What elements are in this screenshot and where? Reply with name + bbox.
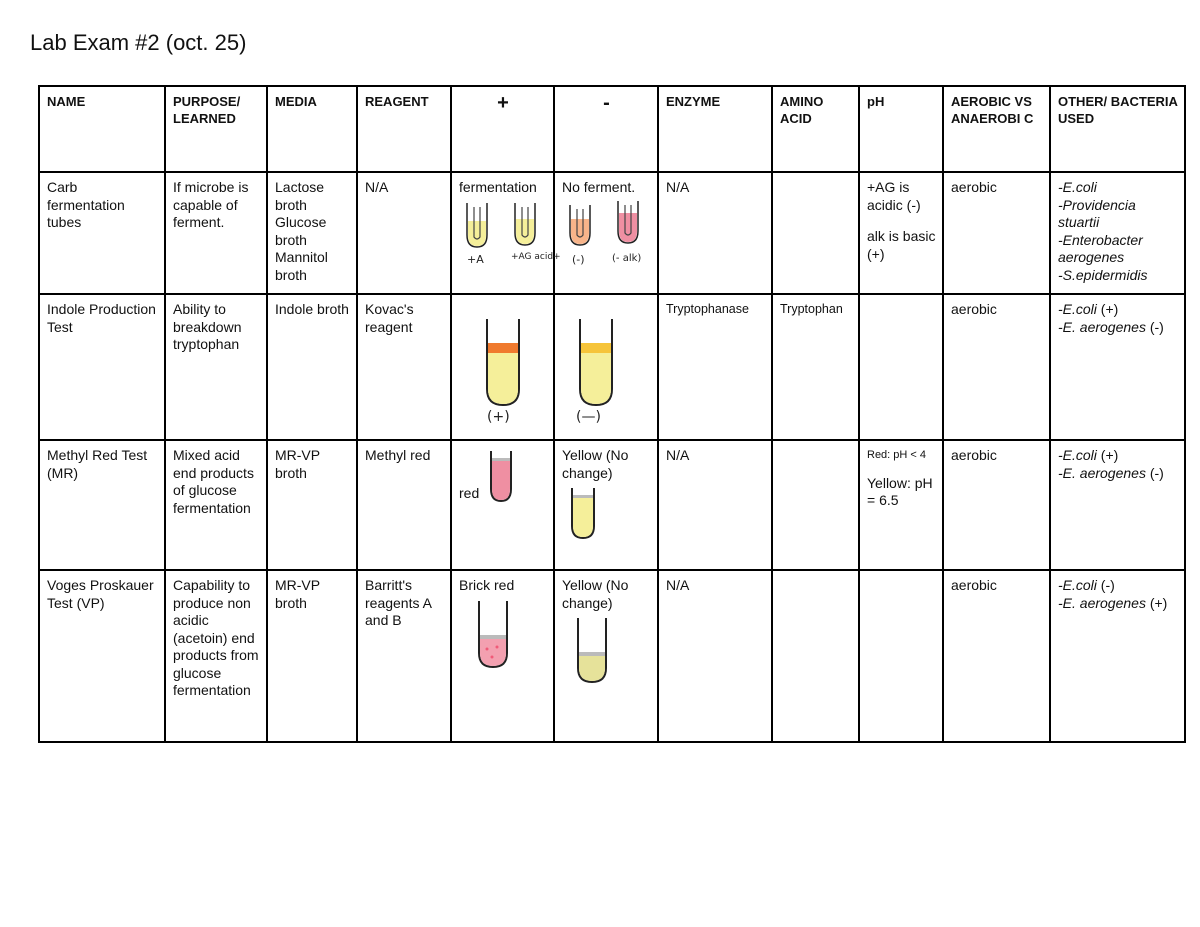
indole-negative-label: (—) [576, 409, 601, 425]
bacteria-result: (-) [1145, 318, 1164, 335]
carb-positive-label-ag: +AG acid+ [511, 251, 561, 262]
header-enzyme: ENZYME [658, 86, 772, 172]
vp-negative-tube-illustration [562, 612, 654, 692]
cell-positive [451, 440, 554, 570]
header-row [39, 86, 1185, 172]
cell-purpose: Mixed acid end products of glucose fermentation [165, 440, 267, 570]
cell-amino-acid: Tryptophan [772, 294, 859, 440]
cell-bacteria [1050, 570, 1185, 742]
ph-line-1: Red: pH < 4 [867, 449, 927, 461]
cell-reagent: Methyl red [357, 440, 451, 570]
ph-line-2: alk is basic (+) [867, 228, 936, 262]
lab-table [38, 85, 1186, 743]
bacteria-item [1058, 447, 1178, 465]
cell-aerobic: aerobic [943, 570, 1050, 742]
negative-text: Yellow (No change) [562, 447, 629, 481]
cell-amino-acid [772, 570, 859, 742]
bacteria-item: -Enterobacter aerogenes [1058, 231, 1143, 265]
bacteria-name: -E.coli [1058, 447, 1097, 463]
cell-negative [554, 570, 658, 742]
carb-negative-tubes-illustration [562, 197, 654, 277]
cell-media: Indole broth [267, 294, 357, 440]
cell-name: Voges Proskauer Test (VP) [39, 570, 165, 742]
bacteria-result: (-) [1096, 577, 1115, 593]
cell-positive [451, 172, 561, 294]
cell-media: MR-VP broth [267, 570, 357, 742]
ph-line-2: Yellow: pH = 6.5 [867, 474, 933, 508]
negative-text: Yellow (No change) [562, 577, 629, 611]
header-reagent: REAGENT [357, 86, 451, 172]
indole-positive-tube-illustration [459, 301, 551, 423]
positive-text: fermentation [459, 179, 537, 195]
header-name: NAME [39, 86, 165, 172]
table-row [39, 294, 1185, 440]
cell-name: Indole Production Test [39, 294, 165, 440]
cell-reagent: N/A [357, 172, 451, 294]
cell-name: Carb fermentation tubes [39, 172, 165, 294]
ph-line-1: +AG is acidic (-) [867, 179, 921, 213]
cell-ph [859, 172, 943, 294]
header-aerobic: AEROBIC VS ANAEROBI C [943, 86, 1050, 172]
bacteria-result: (+) [1096, 301, 1119, 317]
bacteria-result: (+) [1096, 447, 1119, 463]
bacteria-item: -Providencia stuartii [1058, 196, 1136, 230]
indole-positive-label: (+) [487, 409, 510, 425]
header-amino-acid: AMINO ACID [772, 86, 859, 172]
header-media: MEDIA [267, 86, 357, 172]
cell-positive [451, 570, 554, 742]
cell-ph [859, 570, 943, 742]
bacteria-name: -E.coli [1058, 301, 1097, 317]
cell-amino-acid [772, 172, 859, 294]
cell-enzyme: N/A [658, 570, 772, 742]
bacteria-name: -E. aerogenes [1058, 464, 1146, 481]
cell-reagent: Barritt's reagents A and B [357, 570, 451, 742]
cell-media: Lactose broth Glucose broth Mannitol broth [267, 172, 357, 294]
bacteria-item [1058, 595, 1178, 613]
carb-negative-label: (-) [572, 252, 585, 266]
header-other: OTHER/ BACTERIA USED [1050, 86, 1185, 172]
cell-aerobic: aerobic [943, 294, 1050, 440]
bacteria-item [1058, 319, 1178, 337]
negative-text: No ferment. [562, 179, 636, 195]
bacteria-item [1058, 577, 1178, 595]
cell-purpose: Ability to breakdown tryptophan [165, 294, 267, 440]
bacteria-item: -E.coli [1058, 179, 1097, 195]
cell-reagent: Kovac's reagent [357, 294, 451, 440]
cell-name: Methyl Red Test (MR) [39, 440, 165, 570]
cell-enzyme: N/A [658, 440, 772, 570]
carb-positive-label-a: +A [467, 252, 484, 266]
bacteria-name: -E. aerogenes [1058, 318, 1146, 335]
cell-enzyme: Tryptophanase [658, 294, 772, 440]
bacteria-item [1058, 301, 1178, 319]
cell-negative [554, 172, 658, 294]
cell-amino-acid [772, 440, 859, 570]
bacteria-result: (+) [1145, 594, 1168, 611]
carb-negative-alk-label: (- alk) [612, 252, 642, 264]
table-row [39, 440, 1185, 570]
cell-ph [859, 294, 943, 440]
page-title: Lab Exam #2 (oct. 25) [30, 30, 247, 55]
cell-aerobic: aerobic [943, 440, 1050, 570]
cell-bacteria [1050, 294, 1185, 440]
positive-text: red [459, 485, 480, 501]
table-row [39, 172, 1185, 294]
cell-bacteria [1050, 172, 1185, 294]
cell-ph [859, 440, 943, 570]
cell-aerobic: aerobic [943, 172, 1050, 294]
cell-negative [554, 440, 658, 570]
vp-positive-tube-illustration [459, 595, 551, 675]
header-minus: - [554, 86, 658, 172]
header-purpose: PURPOSE/ LEARNED [165, 86, 267, 172]
carb-positive-tubes-illustration [459, 197, 561, 277]
bacteria-name: -E.coli [1058, 577, 1097, 593]
cell-purpose: Capability to produce non acidic (acetoin) end products from glucose fermentation [165, 570, 267, 742]
bacteria-result: (-) [1145, 464, 1164, 481]
mr-negative-tube-illustration [562, 482, 654, 546]
bacteria-item: -S.epidermidis [1058, 266, 1148, 283]
table-row [39, 570, 1185, 742]
bacteria-name: -E. aerogenes [1058, 594, 1146, 611]
cell-purpose: If microbe is capable of ferment. [165, 172, 267, 294]
cell-negative [554, 294, 658, 440]
header-ph: pH [859, 86, 943, 172]
cell-positive [451, 294, 554, 440]
cell-enzyme: N/A [658, 172, 772, 294]
header-plus: + [451, 86, 554, 172]
indole-negative-tube-illustration [562, 301, 654, 423]
cell-bacteria [1050, 440, 1185, 570]
cell-media: MR-VP broth [267, 440, 357, 570]
bacteria-item [1058, 465, 1178, 483]
positive-text: Brick red [459, 577, 515, 593]
